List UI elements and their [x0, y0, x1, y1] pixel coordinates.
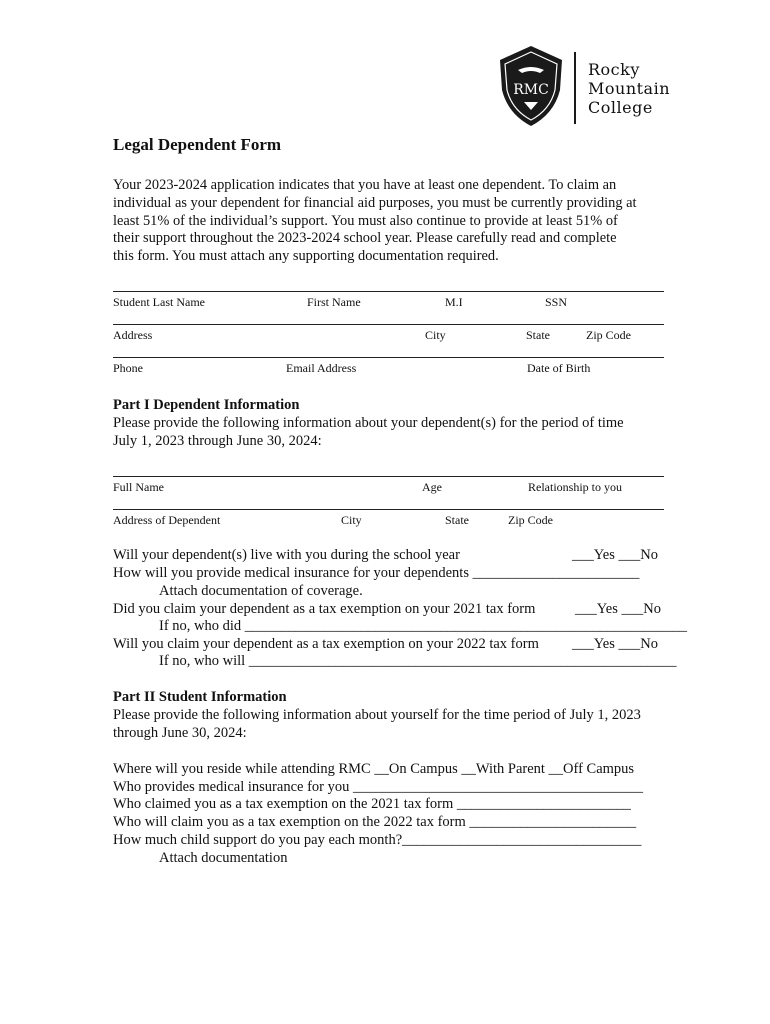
part2-heading: Part II Student Information — [113, 689, 287, 705]
logo-name-line-1: Rocky — [588, 60, 640, 79]
state-label: State — [526, 328, 550, 342]
full-name-label: Full Name — [113, 480, 164, 494]
phone-label: Phone — [113, 361, 143, 375]
logo-name-line-3: College — [588, 98, 653, 117]
answer-2022-exemption[interactable]: ___Yes ___No — [572, 636, 658, 652]
intro-line: this form. You must attach any supporting documentation required. — [113, 248, 499, 265]
intro-line: their support throughout the 2023-2024 school year. Please carefully read and complete — [113, 230, 617, 247]
zip-label: Zip Code — [586, 328, 631, 342]
part1-heading: Part I Dependent Information — [113, 397, 300, 413]
logo-name-line-2: Mountain — [588, 79, 671, 98]
followup-2021-who-did[interactable]: If no, who did _____________________________________________________________ — [159, 618, 688, 634]
student-contact-line[interactable] — [113, 357, 664, 358]
address-label: Address — [113, 328, 153, 342]
answer-live-with-you[interactable]: ___Yes ___No — [572, 547, 658, 563]
part1-intro-line: July 1, 2023 through June 30, 2024: — [113, 433, 322, 449]
logo-divider — [574, 52, 576, 124]
intro-line: least 51% of the individual’s support. You must also continue to provide at least 51% of — [113, 212, 618, 229]
first-name-label: First Name — [307, 295, 361, 309]
student-name-line[interactable] — [113, 291, 664, 292]
page-title: Legal Dependent Form — [113, 135, 282, 154]
ssn-label: SSN — [545, 295, 568, 309]
question-2022-will-claim-you[interactable]: Who will claim you as a tax exemption on the 2022 tax form _______________________ — [113, 814, 637, 830]
part1-intro-line: Please provide the following information about your dependent(s) for the period of time — [113, 415, 624, 431]
intro-line: Your 2023-2024 application indicates that you have at least one dependent. To claim an — [113, 177, 617, 193]
dependent-zip-label: Zip Code — [508, 513, 553, 527]
college-logo — [496, 44, 686, 128]
rmc-shield-icon — [496, 44, 566, 128]
question-medical-insurance[interactable]: How will you provide medical insurance for your dependents _______________________ — [113, 565, 640, 581]
part2-intro-line: through June 30, 2024: — [113, 725, 247, 741]
answer-2021-exemption[interactable]: ___Yes ___No — [575, 601, 661, 617]
note-attach-documentation: Attach documentation — [159, 850, 288, 866]
intro-line: individual as your dependent for financial aid purposes, you must be currently providing at — [113, 194, 637, 211]
intro-paragraph — [113, 177, 673, 266]
age-label: Age — [422, 480, 442, 494]
city-label: City — [425, 328, 446, 342]
note-attach-coverage: Attach documentation of coverage. — [159, 583, 363, 599]
student-address-line[interactable] — [113, 324, 664, 325]
question-child-support[interactable]: How much child support do you pay each month?_________________________________ — [113, 832, 642, 848]
question-2021-exemption: Did you claim your dependent as a tax exemption on your 2021 tax form — [113, 601, 536, 617]
logo-badge-text: RMC — [513, 82, 549, 98]
dob-label: Date of Birth — [527, 361, 591, 375]
student-last-name-label: Student Last Name — [113, 295, 205, 309]
question-live-with-you: Will your dependent(s) live with you during the school year — [113, 547, 460, 563]
relationship-label: Relationship to you — [528, 480, 622, 494]
dependent-address-line[interactable] — [113, 509, 664, 510]
question-student-insurance[interactable]: Who provides medical insurance for you ________________________________________ — [113, 779, 643, 795]
question-2021-claimed-you[interactable]: Who claimed you as a tax exemption on the 2021 tax form ________________________ — [113, 796, 631, 812]
dependent-state-label: State — [445, 513, 469, 527]
mi-label: M.I — [445, 295, 463, 309]
part2-intro-line: Please provide the following information about yourself for the time period of July 1, 2023 — [113, 707, 641, 723]
question-2022-exemption: Will you claim your dependent as a tax exemption on your 2022 tax form — [113, 636, 539, 652]
dependent-address-label: Address of Dependent — [113, 513, 221, 527]
question-residence[interactable]: Where will you reside while attending RMC __On Campus __With Parent __Off Campus — [113, 761, 635, 777]
email-label: Email Address — [286, 361, 357, 375]
followup-2022-who-will[interactable]: If no, who will ___________________________________________________________ — [159, 653, 677, 669]
dependent-name-line[interactable] — [113, 476, 664, 477]
dependent-city-label: City — [341, 513, 362, 527]
